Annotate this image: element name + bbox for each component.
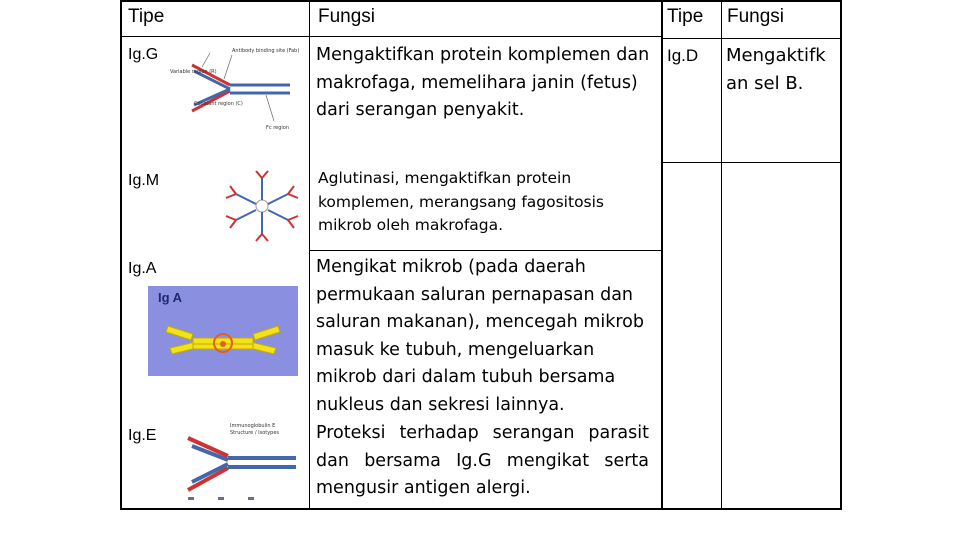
figure-label: Structure / Isotypes bbox=[230, 430, 280, 436]
header-fungsi-2: Fungsi bbox=[727, 6, 785, 27]
text-line: dari serangan penyakit. bbox=[316, 100, 525, 120]
type-igg: Ig.G bbox=[128, 46, 159, 63]
text-line bbox=[316, 420, 649, 448]
col-divider-3 bbox=[721, 0, 722, 510]
text-line: mikrob oleh makrofaga. bbox=[318, 216, 504, 234]
word: Proteksi bbox=[316, 423, 386, 443]
table-border-left bbox=[120, 0, 122, 510]
iga-dimer-icon bbox=[148, 286, 298, 376]
text-line: saluran makanan), mencegah mikrob bbox=[316, 312, 644, 332]
header-tipe: Tipe bbox=[128, 6, 165, 27]
text-line: Mengaktifkan protein komplemen dan bbox=[316, 45, 650, 65]
function-igm bbox=[318, 167, 604, 238]
figure-label: Immunoglobulin E bbox=[230, 423, 276, 429]
type-iga: Ig.A bbox=[128, 260, 157, 277]
text-line: Aglutinasi, mengaktifkan protein bbox=[318, 169, 572, 187]
type-igd: Ig.D bbox=[667, 46, 699, 65]
type-ige: Ig.E bbox=[128, 427, 157, 444]
igg-antibody-diagram bbox=[170, 45, 300, 132]
text-line: nukleus dan sekresi lainnya. bbox=[316, 394, 565, 415]
function-ige bbox=[316, 420, 649, 503]
text-line: komplemen, merangsang fagositosis bbox=[318, 192, 605, 211]
word: mengikat bbox=[506, 450, 590, 471]
col-divider-2 bbox=[661, 0, 663, 510]
word: serta bbox=[604, 450, 649, 471]
igm-antibody-diagram bbox=[222, 168, 302, 244]
table-border-top bbox=[120, 0, 842, 2]
text-line: mikrob dari dalam tubuh bersama bbox=[316, 367, 616, 387]
row-divider-1 bbox=[662, 162, 842, 163]
figure-label: Antibody binding site (Fab) bbox=[232, 48, 300, 54]
word: mengusir antigen alergi. bbox=[316, 478, 531, 498]
word: terhadap bbox=[399, 423, 479, 443]
function-iga bbox=[316, 254, 644, 419]
figure-label: Constant region (C) bbox=[194, 101, 243, 107]
header-divider-left bbox=[120, 36, 662, 37]
row-divider-2 bbox=[309, 250, 662, 251]
col-divider-1 bbox=[309, 0, 310, 510]
type-igm: Ig.M bbox=[128, 172, 160, 189]
text-line: an sel B. bbox=[726, 72, 804, 94]
function-igg bbox=[316, 42, 649, 125]
text-line bbox=[316, 448, 649, 476]
word: serangan bbox=[492, 423, 575, 443]
figure-label: Variable region (R) bbox=[170, 69, 217, 75]
table-border-right bbox=[840, 0, 842, 510]
text-line bbox=[316, 475, 649, 503]
word: dan bbox=[316, 450, 349, 471]
ige-antibody-diagram bbox=[178, 420, 300, 502]
iga-antibody-diagram bbox=[148, 286, 298, 376]
word: parasit bbox=[588, 423, 649, 443]
header-fungsi: Fungsi bbox=[318, 6, 376, 27]
text-line: Mengikat mikrob (pada daerah bbox=[316, 257, 586, 277]
header-divider-right bbox=[662, 38, 842, 39]
figure-label: Fc region bbox=[266, 125, 290, 131]
text-line: makrofaga, memelihara janin (fetus) bbox=[316, 72, 638, 93]
text-line: permukaan saluran pernapasan dan bbox=[316, 284, 634, 305]
word: bersama bbox=[364, 450, 441, 471]
text-line: masuk ke tubuh, mengeluarkan bbox=[316, 339, 595, 360]
text-line: Mengaktifk bbox=[726, 45, 826, 66]
function-igd bbox=[726, 42, 826, 97]
word: Ig.G bbox=[456, 450, 492, 471]
header-tipe-2: Tipe bbox=[667, 6, 704, 27]
table-border-bottom bbox=[120, 508, 842, 510]
figure-title: Ig A bbox=[158, 290, 183, 305]
